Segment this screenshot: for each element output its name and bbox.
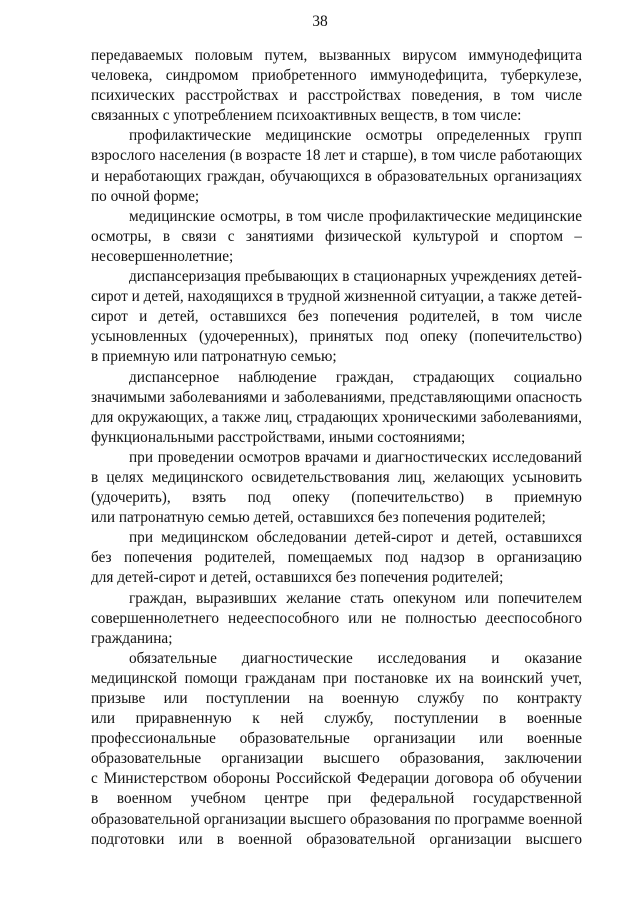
text-line: несовершеннолетние; [91,247,234,265]
paragraph [91,528,582,588]
text-line: в военном учебном центре при федеральной государственной [91,790,582,808]
document-body [91,46,582,850]
text-line: значимыми заболеваниями и заболеваниями, представляющими опасность [91,388,582,406]
text-line: человека, синдромом приобретенного иммунодефицита, туберкулезе, [91,67,582,85]
text-line: взрослого населения (в возрасте 18 лет и старше), в том числе работающих [91,147,582,165]
text-line: при медицинском обследовании детей-сирот и детей, оставшихся [129,529,582,547]
page-number: 38 [312,13,328,30]
text-line: для детей-сирот и детей, оставшихся без попечения родителей; [91,569,504,587]
text-line: совершеннолетнего недееспособного или не полностью дееспособного [91,609,582,627]
text-line: обязательные диагностические исследования и оказание [129,649,582,667]
text-line: (удочерить), взять под опеку (попечительство) в приемную [91,489,582,507]
text-line: при проведении осмотров врачами и диагностических исследований [129,448,582,466]
text-line: медицинской помощи гражданам при постановке их на воинский учет, [91,669,582,687]
paragraph [91,589,582,649]
paragraph [91,649,582,850]
text-line: передаваемых половым путем, вызванных вирусом иммунодефицита [91,47,582,64]
text-line: функциональными расстройствами, иными состояниями; [91,428,466,446]
paragraph [91,207,582,267]
text-line: образовательной организации высшего образования по программе военной [91,810,582,828]
paragraph [91,126,582,206]
text-line: диспансеризация пребывающих в стационарных учреждениях детей- [129,268,582,286]
text-line: сирот и детей, оставшихся без попечения родителей, в том числе [91,308,582,326]
text-line: профилактические медицинские осмотры определенных групп [129,127,582,145]
text-line: в целях медицинского освидетельствования лиц, желающих усыновить [91,468,582,486]
text-line: сирот и детей, находящихся в трудной жизненной ситуации, а также детей- [91,288,582,306]
paragraph [91,267,582,367]
text-line: или приравненную к ней службу, поступлении в военные [91,710,582,728]
text-line: без попечения родителей, помещаемых под надзор в организацию [91,549,582,567]
text-line: подготовки или в военной образовательной организации высшего [91,830,582,848]
paragraph [91,46,582,126]
text-line: осмотры, в связи с занятиями физической культурой и спортом – [91,227,582,245]
text-line: или патронатную семью детей, оставшихся без попечения родителей; [91,509,546,527]
text-line: граждан, выразивших желание стать опекуном или попечителем [129,589,582,607]
text-line: медицинские осмотры, в том числе профилактические медицинские [129,207,582,225]
paragraph [91,368,582,448]
text-line: по очной форме; [91,187,200,205]
text-line: образовательные организации высшего образования, заключении [91,750,582,768]
text-line: в приемную или патронатную семью; [91,348,337,366]
text-line: с Министерством обороны Российской Федерации договора об обучении [91,770,582,788]
text-line: психических расстройствах и расстройствах поведения, в том числе [91,87,582,105]
text-line: профессиональные образовательные организации или военные [91,730,582,748]
text-line: усыновленных (удочеренных), принятых под опеку (попечительство) [91,328,582,346]
text-line: и неработающих граждан, обучающихся в образовательных организациях [91,167,582,185]
text-line: диспансерное наблюдение граждан, страдающих социально [129,368,582,386]
text-line: связанных с употреблением психоактивных веществ, в том числе: [91,107,522,125]
paragraph [91,448,582,528]
text-line: гражданина; [91,629,173,647]
text-line: для окружающих, а также лиц, страдающих хроническими заболеваниями, [91,408,582,426]
text-line: призыве или поступлении на военную службу по контракту [91,690,582,707]
